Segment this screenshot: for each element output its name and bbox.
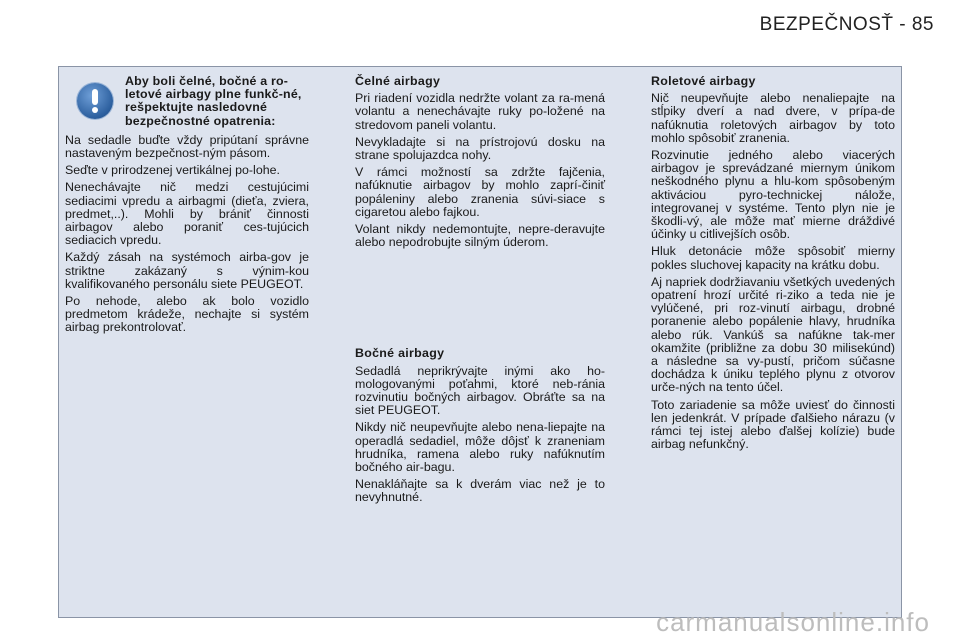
exclamation-icon	[77, 83, 113, 119]
paragraph: Aj napriek dodržiavaniu všetkých uvedených opatrení hrozí určité ri-ziko a teda nie je vylúčené, pri roz-vinutí airbagu, drobné poranenie alebo popálenie hlavy, hrudníka alebo rúk. Vankúš sa nafúkne tak-mer okamžite (približne za dobu 30 milisekúnd) a následne sa vy-pustí, pričom súčasne dochádza k úniku teplého plynu z otvorov urče-ných na tento účel.	[651, 274, 895, 395]
paragraph: Hluk detonácie môže spôsobiť mierny pokles sluchovej kapacity na krátku dobu.	[651, 244, 895, 272]
warning-title: Aby boli čelné, bočné a ro-letové airbagy plne funkč-né, rešpektujte nasledovné bezpečnostné opatrenia:	[125, 74, 302, 128]
paragraph: Nenakláňajte sa k dverám viac než je to nevyhnutné.	[355, 477, 605, 505]
paragraph: Nevykladajte si na prístrojovú dosku na strane spolujazdca nohy.	[355, 134, 605, 163]
section-heading-celne: Čelné airbagy	[355, 74, 441, 88]
paragraph: Nikdy nič neupevňujte alebo nena-liepajte na operadlá sedadiel, môže dôjsť k zraneniam hrudníka, ramena alebo ruky nafúknutím bočného air-bagu.	[355, 420, 605, 475]
paragraph: Nenechávajte nič medzi cestujúcimi sediacimi vpredu a airbagmi (dieťa, zviera, predmet,..). Mohli by brániť činnosti airbagov alebo poraniť ces-tujúcich sediacich vpredu.	[65, 180, 309, 248]
paragraph: Na sedadle buďte vždy pripútaní správne nastaveným bezpečnost-ným pásom.	[65, 132, 309, 161]
paragraph: Každý zásah na systémoch airba-gov je striktne zakázaný s výnim-kou kvalifikovaného personálu siete PEUGEOT.	[65, 250, 309, 291]
paragraph: Po nehode, alebo ak bolo vozidlo predmetom krádeže, nechajte si systém airbag prekontrolovať.	[65, 294, 309, 335]
section-heading-roletove: Roletové airbagy	[651, 74, 756, 88]
section-heading-bocne: Bočné airbagy	[355, 346, 445, 361]
paragraph: Volant nikdy nedemontujte, nepre-deravujte alebo nepodrobujte silným úderom.	[355, 222, 605, 250]
paragraph: Pri riadení vozidla nedržte volant za ra-mená volantu a nenechávajte ruky po-ložené na stredovom paneli volantu.	[355, 91, 605, 132]
paragraph: Toto zariadenie sa môže uviesť do činnosti len jedenkrát. V prípade ďalšieho nárazu (v rámci tej istej alebo ďalšej kolízie) bude airbag nefunkčný.	[651, 397, 895, 452]
watermark: carmanualsonline.info	[656, 607, 930, 637]
paragraph: Rozvinutie jedného alebo viacerých airbagov je sprevádzané miernym únikom neškodného plynu a hlu-kom spôsobeným aktiváciou pyro-technickej nálože, integrovanej v systéme. Tento plyn nie je škodli-vý, ale môže mať mierne dráždivé účinky u citlivejších osôb.	[651, 148, 895, 242]
paragraph: V rámci možností sa zdržte fajčenia, nafúknutie airbagov by mohlo zaprí-činiť popáleniny alebo zranenia súvi-siace s cigaretou alebo fajkou.	[355, 165, 605, 219]
paragraph: Sedadlá neprikrývajte inými ako ho-mologovanými poťahmi, ktoré neb-ránia rozvinutiu bočných airbagov. Obráťte sa na siet PEUGEOT.	[355, 363, 605, 418]
column-left	[65, 75, 309, 339]
content-panel	[58, 66, 902, 618]
column-right	[651, 75, 895, 455]
column-middle	[355, 75, 605, 509]
paragraph: Seďte v prirodzenej vertikálnej po-lohe.	[65, 163, 280, 178]
warning-block	[65, 75, 309, 128]
page-title: BEZPEČNOSŤ - 85	[759, 14, 934, 35]
paragraph: Nič neupevňujte alebo nenaliepajte na stĺpiky dverí a nad dvere, v prípa-de nafúknutia roletových airbagov by toto mohlo spôsobiť zranenia.	[651, 91, 895, 145]
